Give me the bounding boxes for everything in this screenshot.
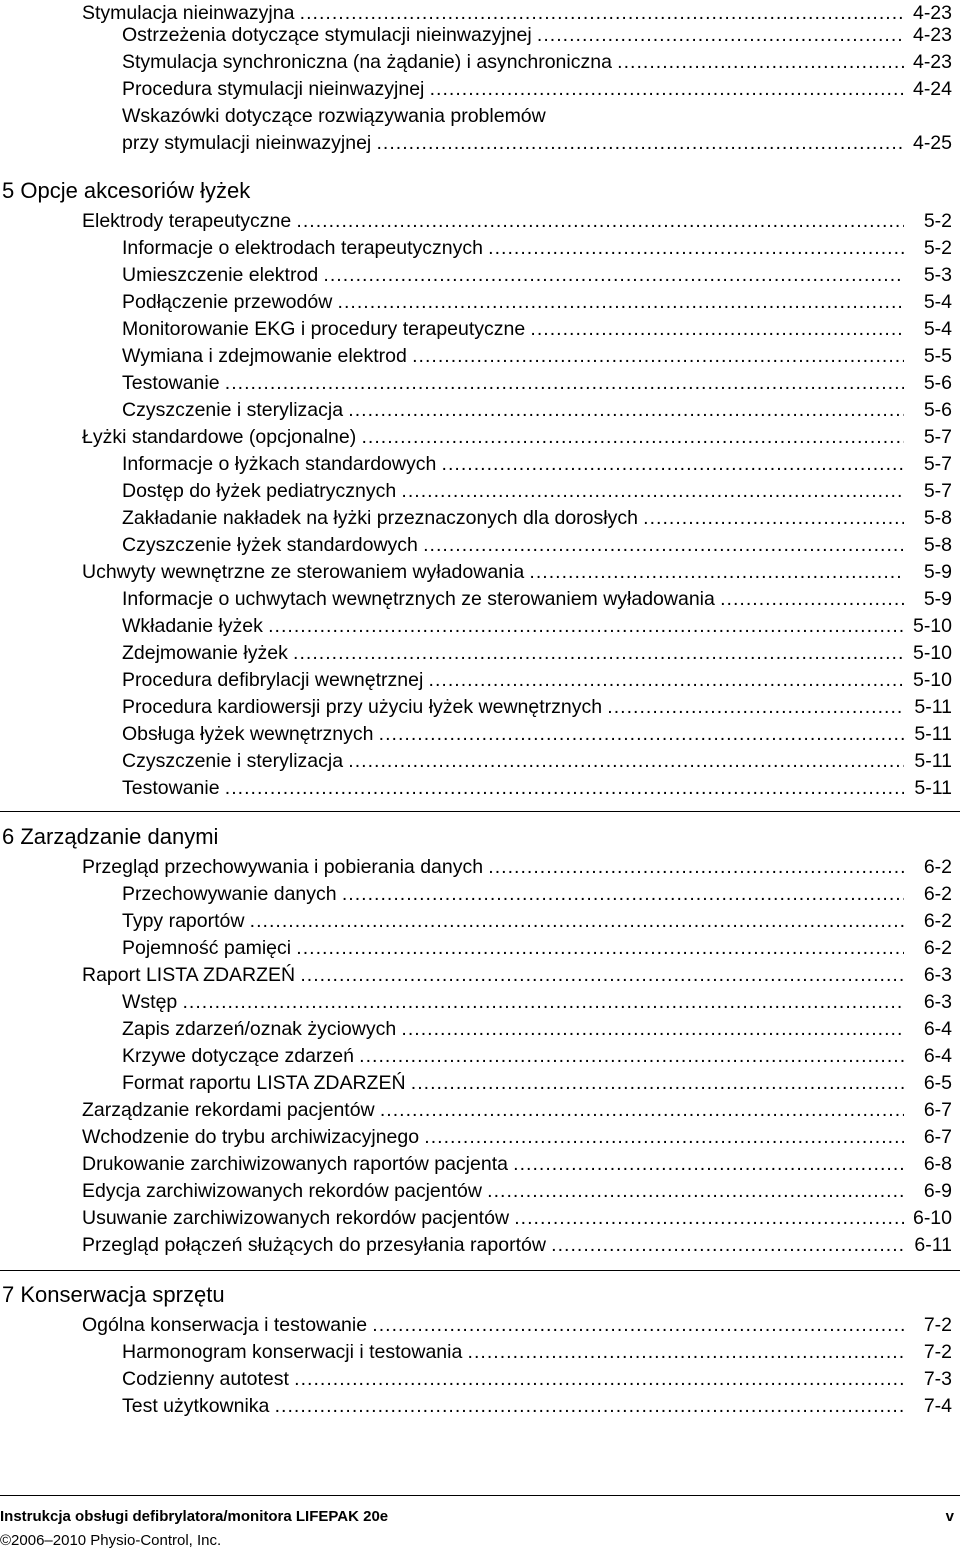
toc-entry-title: Procedura defibrylacji wewnętrznej [122,669,424,691]
toc-entry-page: 6-7 [923,1126,952,1148]
toc-entry-page: 5-2 [923,210,952,232]
toc-entry[interactable] [122,370,952,397]
toc-entry-page: 5-7 [923,426,952,448]
toc-entry[interactable] [82,1097,952,1124]
toc-entry[interactable] [82,854,952,881]
chapter-divider [0,811,960,812]
toc-entry-page: 5-11 [914,777,952,799]
toc-entry-title: Elektrody terapeutyczne [82,210,292,232]
toc-entry-page: 6-11 [914,1234,952,1256]
toc-entry-title: Testowanie [122,777,220,799]
toc-entry[interactable] [122,908,952,935]
toc-entry-page: 6-4 [923,1045,952,1067]
toc-entry-page: 5-8 [923,534,952,556]
toc-entry-title: Pojemność pamięci [122,937,292,959]
toc-entry[interactable] [82,208,952,235]
toc-entry-page: 6-2 [923,856,952,878]
toc-entry[interactable] [122,721,952,748]
toc-entry-title: Codzienny autotest [122,1368,289,1390]
toc-entry[interactable] [122,748,952,775]
toc-entry[interactable] [122,130,952,157]
toc-entry-title: Umieszczenie elektrod [122,264,319,286]
toc-entry-page: 5-4 [923,318,952,340]
toc-entry-page: 5-10 [912,669,952,691]
chapter-heading[interactable]: 5 Opcje akcesoriów łyżek [2,178,251,203]
toc-entry-title: Informacje o uchwytach wewnętrznych ze sterowaniem wyładowania [122,588,715,610]
toc-entry-page: 5-11 [914,696,952,718]
toc-entry-page: 5-10 [912,642,952,664]
toc-entry[interactable] [122,532,952,559]
toc-entry-page: 6-3 [923,991,952,1013]
toc-entry-page: 5-6 [923,399,952,421]
toc-entry-page: 7-2 [923,1314,952,1336]
toc-entry-page: 4-24 [912,78,952,100]
toc-entry-page: 6-2 [923,910,952,932]
toc-entry-title: Czyszczenie i sterylizacja [122,750,344,772]
toc-entry[interactable] [122,640,952,667]
toc-entry[interactable] [122,775,952,802]
toc-entry[interactable] [122,1043,952,1070]
toc-entry-page: 6-2 [923,883,952,905]
toc-entry[interactable] [122,586,952,613]
toc-entry[interactable] [82,962,952,989]
toc-entry[interactable] [122,1393,952,1420]
toc-entry-page: 6-5 [923,1072,952,1094]
toc-entry-title: Przegląd połączeń służących do przesyłania raportów [82,1234,546,1256]
toc-entry-page: 5-7 [923,453,952,475]
toc-entry-title: Zakładanie nakładek na łyżki przeznaczonych dla dorosłych [122,507,638,529]
toc-entry-title: Wymiana i zdejmowanie elektrod [122,345,407,367]
toc-entry[interactable] [122,451,952,478]
toc-entry-title: Informacje o łyżkach standardowych [122,453,437,475]
toc-entry-title: Procedura kardiowersji przy użyciu łyżek wewnętrznych [122,696,603,718]
toc-entry-page: 6-2 [923,937,952,959]
toc-entry[interactable] [82,1151,952,1178]
toc-entry-title: Dostęp do łyżek pediatrycznych [122,480,397,502]
toc-entry[interactable] [122,262,952,289]
toc-entry-title: Edycja zarchiwizowanych rekordów pacjentów [82,1180,482,1202]
manual-title: Instrukcja obsługi defibrylatora/monitora LIFEPAK 20e [0,1508,389,1525]
toc-entry-title: Łyżki standardowe (opcjonalne) [82,426,357,448]
toc-entry[interactable] [122,1366,952,1393]
toc-entry-title: przy stymulacji nieinwazyjnej [122,132,372,154]
toc-entry-page: 7-3 [923,1368,952,1390]
toc-entry-page: 7-4 [923,1395,952,1417]
toc-entry-title: Wstęp [122,991,178,1013]
toc-entry-page: 5-6 [923,372,952,394]
toc-entry-title: Format raportu LISTA ZDARZEŃ [122,1072,406,1094]
toc-entry[interactable] [122,343,952,370]
toc-entry-title: Typy raportów [122,910,245,932]
toc-entry[interactable] [122,289,952,316]
toc-entry-title: Harmonogram konserwacji i testowania [122,1341,463,1363]
toc-entry[interactable] [122,478,952,505]
toc-entry-page: 5-9 [923,561,952,583]
toc-entry[interactable] [122,613,952,640]
toc-entry-page: 5-10 [912,615,952,637]
toc-entry-title: Ogólna konserwacja i testowanie [82,1314,368,1336]
toc-entry[interactable] [122,49,952,76]
toc-entry-page: 6-3 [923,964,952,986]
toc-entry-page: 5-8 [923,507,952,529]
footer-rule [0,1495,960,1496]
toc-entry[interactable] [122,1339,952,1366]
toc-entry-title: Test użytkownika [122,1395,270,1417]
toc-entry[interactable] [82,1178,952,1205]
toc-entry[interactable] [122,22,952,49]
toc-entry-title: Wchodzenie do trybu archiwizacyjnego [82,1126,420,1148]
chapter-heading[interactable]: 7 Konserwacja sprzętu [2,1282,225,1307]
toc-entry[interactable] [122,881,952,908]
toc-entry[interactable] [122,694,952,721]
page-number: v [945,1508,954,1525]
copyright: ©2006–2010 Physio-Control, Inc. [0,1532,222,1549]
toc-entry-title: Przechowywanie danych [122,883,337,905]
toc-entry-title: Monitorowanie EKG i procedury terapeutyczne [122,318,526,340]
toc-entry-page: 4-23 [912,2,952,24]
toc-entry[interactable] [82,1312,952,1339]
toc-entry[interactable] [82,1232,952,1259]
toc-entry[interactable] [122,235,952,262]
toc-entry-title: Usuwanie zarchiwizowanych rekordów pacjentów [82,1207,510,1229]
toc-entry-title: Czyszczenie i sterylizacja [122,399,344,421]
toc-entry-page: 5-11 [914,750,952,772]
toc-entry[interactable] [122,667,952,694]
toc-entry-page: 4-23 [912,24,952,46]
chapter-heading[interactable]: 6 Zarządzanie danymi [2,824,219,849]
toc-entry-title: Wkładanie łyżek [122,615,263,637]
toc-entry[interactable] [82,559,952,586]
toc-entry-page: 6-8 [923,1153,952,1175]
chapter-divider [0,1270,960,1271]
toc-entry-title: Zarządzanie rekordami pacjentów [82,1099,375,1121]
toc-entry[interactable] [82,424,952,451]
toc-entry[interactable] [122,1070,952,1097]
toc-entry[interactable] [82,1205,952,1232]
toc-entry-page: 5-3 [923,264,952,286]
toc-entry-title: Ostrzeżenia dotyczące stymulacji nieinwazyjnej [122,24,532,46]
toc-entry[interactable] [122,76,952,103]
toc-entry-page: 6-9 [923,1180,952,1202]
toc-entry-page: 4-23 [912,51,952,73]
toc-entry-page: 4-25 [912,132,952,154]
toc-entry-page: 6-7 [923,1099,952,1121]
toc-entry-page: 5-9 [923,588,952,610]
toc-entry[interactable] [122,1016,952,1043]
toc-entry-page: 5-11 [914,723,952,745]
toc-entry-title: Krzywe dotyczące zdarzeń [122,1045,354,1067]
toc-entry-page: 6-4 [923,1018,952,1040]
toc-entry[interactable] [122,935,952,962]
toc-entry[interactable] [122,505,952,532]
toc-entry-title: Informacje o elektrodach terapeutycznych [122,237,483,259]
toc-entry-page: 6-10 [912,1207,952,1229]
toc-entry-title: Podłączenie przewodów [122,291,333,313]
toc-entry-title: Zapis zdarzeń/oznak życiowych [122,1018,397,1040]
toc-entry-title: Drukowanie zarchiwizowanych raportów pacjenta [82,1153,508,1175]
toc-entry-title: Raport LISTA ZDARZEŃ [82,964,296,986]
toc-entry-title: Stymulacja nieinwazyjna [82,2,295,24]
toc-entry[interactable] [122,316,952,343]
toc-entry-page: 5-7 [923,480,952,502]
toc-entry-title: Przegląd przechowywania i pobierania danych [82,856,484,878]
toc-entry-title[interactable]: Wskazówki dotyczące rozwiązywania problemów [122,105,546,127]
toc-entry-title: Stymulacja synchroniczna (na żądanie) i asynchroniczna [122,51,612,73]
toc-entry-page: 5-4 [923,291,952,313]
toc-entry-page: 5-5 [923,345,952,367]
toc-entry-title: Uchwyty wewnętrzne ze sterowaniem wyładowania [82,561,525,583]
toc-entry-title: Testowanie [122,372,220,394]
toc-entry-title: Obsługa łyżek wewnętrznych [122,723,374,745]
toc-entry-page: 5-2 [923,237,952,259]
toc-entry[interactable] [122,397,952,424]
toc-entry-title: Zdejmowanie łyżek [122,642,288,664]
toc-entry-title: Czyszczenie łyżek standardowych [122,534,418,556]
toc-entry[interactable] [122,989,952,1016]
toc-entry[interactable] [82,1124,952,1151]
toc-entry-page: 7-2 [923,1341,952,1363]
toc-entry-title: Procedura stymulacji nieinwazyjnej [122,78,425,100]
